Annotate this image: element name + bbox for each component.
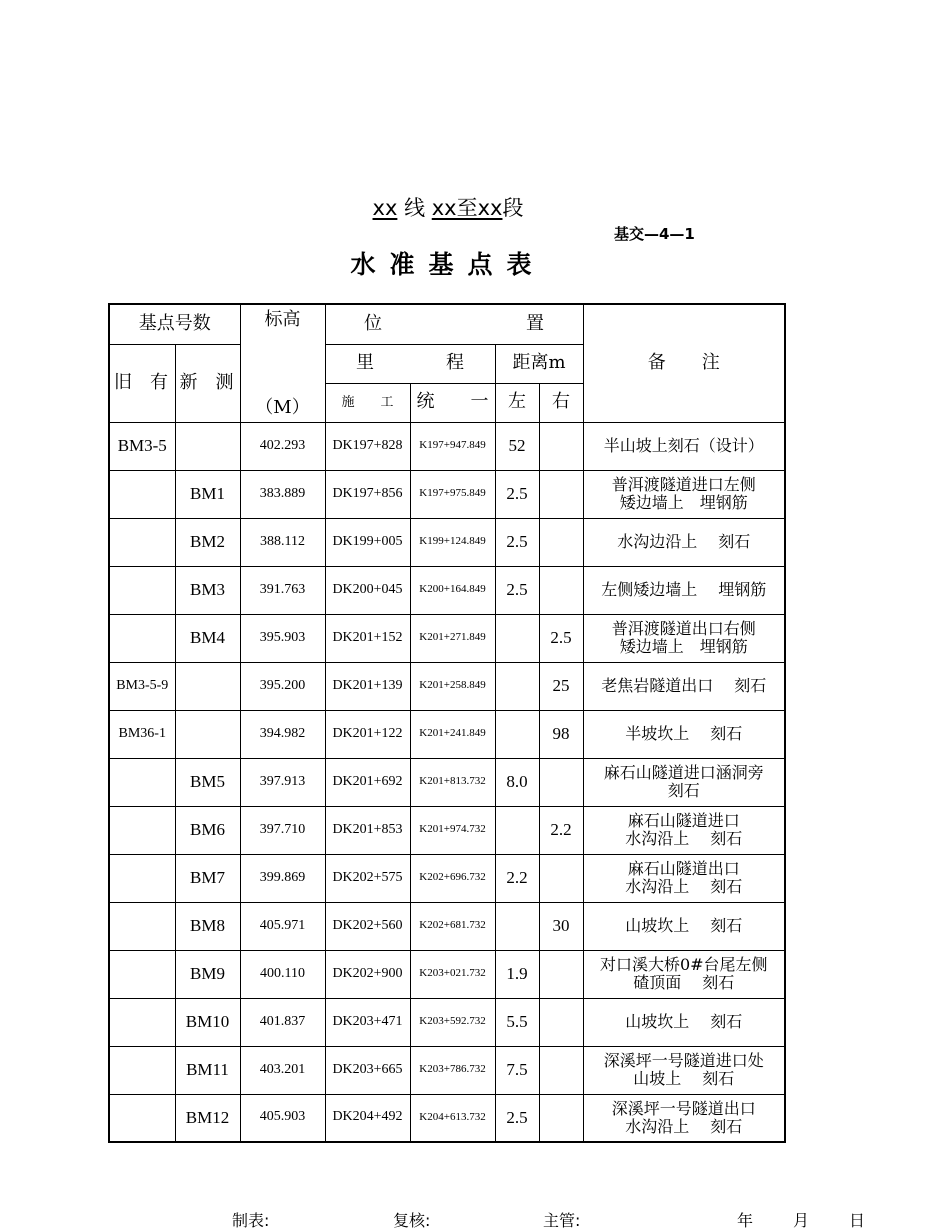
new-benchmark: BM9 bbox=[175, 950, 240, 998]
distance-right bbox=[539, 470, 583, 518]
remark bbox=[583, 998, 785, 1046]
remark-line1: 麻石山隧道出口 bbox=[627, 859, 740, 879]
elevation: 397.710 bbox=[240, 806, 325, 854]
table-row bbox=[109, 998, 785, 1046]
distance-left: 1.9 bbox=[495, 950, 539, 998]
elevation: 399.869 bbox=[240, 854, 325, 902]
distance-left: 52 bbox=[495, 422, 539, 470]
remark-line2: 碴顶面 刻石 bbox=[633, 973, 735, 992]
construction-chainage: DK201+152 bbox=[325, 614, 410, 662]
elevation: 388.112 bbox=[240, 518, 325, 566]
header-point-number: 基点号数 bbox=[109, 304, 240, 344]
unified-chainage: K203+786.732 bbox=[410, 1046, 495, 1094]
unified-chainage: K199+124.849 bbox=[410, 518, 495, 566]
header-chainage: 里 程 bbox=[325, 344, 495, 383]
old-benchmark bbox=[109, 1094, 175, 1142]
new-benchmark: BM7 bbox=[175, 854, 240, 902]
old-benchmark bbox=[109, 614, 175, 662]
header-new: 新 测 bbox=[175, 344, 240, 422]
day-label: 日 bbox=[849, 1211, 866, 1230]
old-benchmark bbox=[109, 1046, 175, 1094]
header-left: 左 bbox=[495, 383, 539, 422]
remark bbox=[583, 614, 785, 662]
distance-left bbox=[495, 662, 539, 710]
line-section-heading bbox=[0, 192, 896, 222]
old-benchmark: BM36-1 bbox=[109, 710, 175, 758]
elevation: 394.982 bbox=[240, 710, 325, 758]
construction-chainage: DK199+005 bbox=[325, 518, 410, 566]
old-benchmark bbox=[109, 758, 175, 806]
section-range: xx至xx bbox=[431, 196, 503, 220]
construction-chainage: DK203+471 bbox=[325, 998, 410, 1046]
unified-chainage: K202+681.732 bbox=[410, 902, 495, 950]
remark-line1: 半坡坎上 刻石 bbox=[625, 724, 743, 744]
checked-by-label: 复核: bbox=[393, 1211, 431, 1230]
remark bbox=[583, 710, 785, 758]
table-row bbox=[109, 566, 785, 614]
header-remarks: 备 注 bbox=[583, 304, 785, 422]
distance-left: 7.5 bbox=[495, 1046, 539, 1094]
header-unified: 统 一 bbox=[410, 383, 495, 422]
elevation: 383.889 bbox=[240, 470, 325, 518]
benchmark-table bbox=[108, 303, 786, 1143]
remark-line2: 水沟沿上 刻石 bbox=[625, 1116, 743, 1136]
distance-left bbox=[495, 614, 539, 662]
remark-line1: 山坡坎上 刻石 bbox=[625, 1012, 743, 1032]
remark-line1: 左侧矮边墙上 埋钢筋 bbox=[601, 580, 767, 600]
table-row bbox=[109, 1094, 785, 1142]
new-benchmark: BM10 bbox=[175, 998, 240, 1046]
unified-chainage: K203+592.732 bbox=[410, 998, 495, 1046]
header-right: 右 bbox=[539, 383, 583, 422]
distance-right bbox=[539, 950, 583, 998]
unified-chainage: K203+021.732 bbox=[410, 950, 495, 998]
header-elevation-unit: （M） bbox=[255, 396, 310, 418]
old-benchmark bbox=[109, 998, 175, 1046]
construction-chainage: DK200+045 bbox=[325, 566, 410, 614]
section-suffix: 段 bbox=[502, 196, 524, 220]
construction-chainage: DK197+856 bbox=[325, 470, 410, 518]
construction-chainage: DK201+692 bbox=[325, 758, 410, 806]
unified-chainage: K201+974.732 bbox=[410, 806, 495, 854]
line-suffix: 线 bbox=[404, 196, 426, 220]
remark-line1: 对口溪大桥0#台尾左侧 bbox=[599, 955, 768, 975]
remark-line2: 水沟沿上 刻石 bbox=[625, 877, 743, 896]
old-benchmark: BM3-5-9 bbox=[109, 662, 175, 710]
old-benchmark bbox=[109, 518, 175, 566]
new-benchmark: BM3 bbox=[175, 566, 240, 614]
new-benchmark: BM12 bbox=[175, 1094, 240, 1142]
unified-chainage: K201+241.849 bbox=[410, 710, 495, 758]
remark bbox=[583, 902, 785, 950]
table-row bbox=[109, 902, 785, 950]
construction-chainage: DK201+122 bbox=[325, 710, 410, 758]
new-benchmark bbox=[175, 710, 240, 758]
distance-right bbox=[539, 518, 583, 566]
new-benchmark: BM1 bbox=[175, 470, 240, 518]
old-benchmark bbox=[109, 566, 175, 614]
remark-line1: 麻石山隧道进口 bbox=[627, 811, 740, 831]
unified-chainage: K201+271.849 bbox=[410, 614, 495, 662]
header-distance: 距离m bbox=[495, 344, 583, 383]
remark-line2: 山坡上 刻石 bbox=[633, 1069, 735, 1088]
supervisor-label: 主管: bbox=[543, 1211, 581, 1230]
page-title: 水准基点表 bbox=[350, 250, 546, 279]
form-code: 基交—4—1 bbox=[614, 225, 695, 243]
remark-line1: 山坡坎上 刻石 bbox=[625, 916, 743, 936]
remark-line2: 矮边墙上 埋钢筋 bbox=[619, 637, 748, 656]
old-benchmark bbox=[109, 806, 175, 854]
remark bbox=[583, 854, 785, 902]
distance-left: 2.5 bbox=[495, 470, 539, 518]
elevation: 405.903 bbox=[240, 1094, 325, 1142]
old-benchmark bbox=[109, 902, 175, 950]
remark-line1: 麻石山隧道进口涵洞旁 bbox=[603, 763, 764, 783]
unified-chainage: K201+813.732 bbox=[410, 758, 495, 806]
remark-line1: 深溪坪一号隧道出口 bbox=[611, 1099, 756, 1119]
unified-chainage: K204+613.732 bbox=[410, 1094, 495, 1142]
table-row bbox=[109, 614, 785, 662]
remark-line1: 水沟边沿上 刻石 bbox=[617, 532, 751, 552]
table-row bbox=[109, 950, 785, 998]
new-benchmark: BM4 bbox=[175, 614, 240, 662]
table-row bbox=[109, 518, 785, 566]
remark-line2: 矮边墙上 埋钢筋 bbox=[619, 493, 748, 512]
remark bbox=[583, 470, 785, 518]
distance-right bbox=[539, 422, 583, 470]
unified-chainage: K200+164.849 bbox=[410, 566, 495, 614]
remark bbox=[583, 1046, 785, 1094]
prepared-by-label: 制表: bbox=[232, 1211, 270, 1230]
header-elevation-label: 标高 bbox=[264, 309, 301, 330]
distance-left: 2.2 bbox=[495, 854, 539, 902]
remark bbox=[583, 950, 785, 998]
distance-right: 2.2 bbox=[539, 806, 583, 854]
remark-line1: 半山坡上刻石（设计） bbox=[603, 436, 764, 456]
old-benchmark bbox=[109, 950, 175, 998]
elevation: 402.293 bbox=[240, 422, 325, 470]
distance-left: 2.5 bbox=[495, 518, 539, 566]
distance-left bbox=[495, 710, 539, 758]
distance-right: 98 bbox=[539, 710, 583, 758]
construction-chainage: DK197+828 bbox=[325, 422, 410, 470]
distance-right: 2.5 bbox=[539, 614, 583, 662]
distance-right bbox=[539, 1094, 583, 1142]
distance-right bbox=[539, 566, 583, 614]
construction-chainage: DK202+900 bbox=[325, 950, 410, 998]
distance-right bbox=[539, 998, 583, 1046]
header-construction: 施 工 bbox=[325, 383, 410, 422]
remark-line1: 深溪坪一号隧道进口处 bbox=[603, 1051, 764, 1071]
line-name: xx bbox=[372, 196, 398, 220]
distance-left bbox=[495, 902, 539, 950]
elevation: 403.201 bbox=[240, 1046, 325, 1094]
table-row bbox=[109, 1046, 785, 1094]
elevation: 397.913 bbox=[240, 758, 325, 806]
distance-left: 2.5 bbox=[495, 566, 539, 614]
new-benchmark bbox=[175, 662, 240, 710]
elevation: 395.903 bbox=[240, 614, 325, 662]
distance-left: 2.5 bbox=[495, 1094, 539, 1142]
elevation: 391.763 bbox=[240, 566, 325, 614]
distance-left: 8.0 bbox=[495, 758, 539, 806]
old-benchmark bbox=[109, 854, 175, 902]
elevation: 400.110 bbox=[240, 950, 325, 998]
remark bbox=[583, 806, 785, 854]
distance-right: 30 bbox=[539, 902, 583, 950]
table-row bbox=[109, 806, 785, 854]
elevation: 405.971 bbox=[240, 902, 325, 950]
construction-chainage: DK203+665 bbox=[325, 1046, 410, 1094]
elevation: 401.837 bbox=[240, 998, 325, 1046]
remark bbox=[583, 758, 785, 806]
construction-chainage: DK202+560 bbox=[325, 902, 410, 950]
unified-chainage: K201+258.849 bbox=[410, 662, 495, 710]
distance-right bbox=[539, 854, 583, 902]
table-row bbox=[109, 758, 785, 806]
table-row bbox=[109, 470, 785, 518]
remark bbox=[583, 422, 785, 470]
new-benchmark: BM2 bbox=[175, 518, 240, 566]
remark-line1: 普洱渡隧道进口左侧 bbox=[611, 475, 756, 495]
remark-line1: 老焦岩隧道出口 刻石 bbox=[601, 676, 767, 696]
remark bbox=[583, 566, 785, 614]
remark bbox=[583, 1094, 785, 1142]
construction-chainage: DK201+853 bbox=[325, 806, 410, 854]
distance-right: 25 bbox=[539, 662, 583, 710]
construction-chainage: DK202+575 bbox=[325, 854, 410, 902]
new-benchmark: BM11 bbox=[175, 1046, 240, 1094]
remark bbox=[583, 518, 785, 566]
old-benchmark bbox=[109, 470, 175, 518]
table-row bbox=[109, 662, 785, 710]
new-benchmark: BM6 bbox=[175, 806, 240, 854]
unified-chainage: K197+947.849 bbox=[410, 422, 495, 470]
table-row bbox=[109, 854, 785, 902]
old-benchmark: BM3-5 bbox=[109, 422, 175, 470]
construction-chainage: DK201+139 bbox=[325, 662, 410, 710]
year-label: 年 bbox=[737, 1211, 754, 1230]
new-benchmark: BM5 bbox=[175, 758, 240, 806]
table-row bbox=[109, 710, 785, 758]
remark-line2: 水沟沿上 刻石 bbox=[625, 829, 743, 848]
header-old: 旧 有 bbox=[109, 344, 175, 422]
distance-left: 5.5 bbox=[495, 998, 539, 1046]
month-label: 月 bbox=[793, 1211, 810, 1230]
distance-left bbox=[495, 806, 539, 854]
new-benchmark bbox=[175, 422, 240, 470]
distance-right bbox=[539, 758, 583, 806]
elevation: 395.200 bbox=[240, 662, 325, 710]
header-elevation bbox=[240, 304, 325, 422]
header-position: 位 置 bbox=[325, 304, 583, 344]
remark-line2: 刻石 bbox=[667, 781, 700, 800]
remark bbox=[583, 662, 785, 710]
unified-chainage: K202+696.732 bbox=[410, 854, 495, 902]
table-row bbox=[109, 422, 785, 470]
unified-chainage: K197+975.849 bbox=[410, 470, 495, 518]
new-benchmark: BM8 bbox=[175, 902, 240, 950]
remark-line1: 普洱渡隧道出口右侧 bbox=[611, 619, 756, 639]
distance-right bbox=[539, 1046, 583, 1094]
construction-chainage: DK204+492 bbox=[325, 1094, 410, 1142]
